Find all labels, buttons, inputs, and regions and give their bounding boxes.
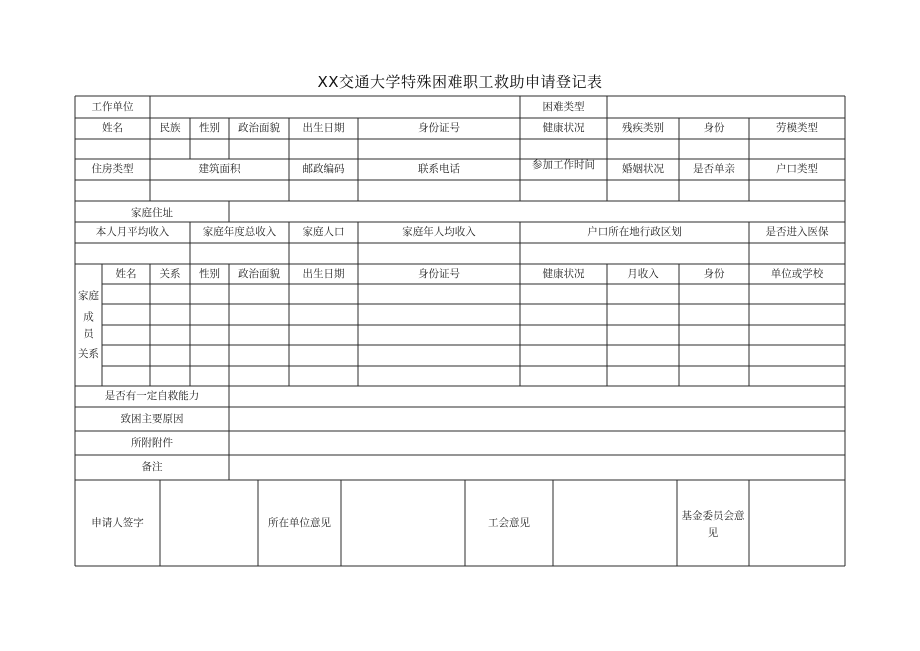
id-number-label: 身份证号: [418, 122, 460, 134]
per-capita-income-label: 家庭年人均收入: [402, 226, 476, 238]
form-title: XX交通大学特殊困难职工救助申请登记表: [317, 73, 603, 91]
floor-area-label: 建筑面积: [198, 163, 241, 175]
home-address-label: 家庭住址: [131, 207, 173, 219]
medical-insurance-label: 是否进入医保: [765, 226, 829, 238]
hukou-type-label: 户口类型: [776, 163, 818, 175]
family-header-political-status: 政治面貌: [238, 267, 280, 280]
committee-opinion-label-line2: 见: [707, 526, 719, 539]
work-unit-label: 工作单位: [91, 100, 134, 113]
family-header-unit-or-school: 单位或学校: [770, 267, 824, 280]
main-cause-label: 致困主要原因: [120, 412, 184, 425]
family-side-label-3: 员: [83, 327, 94, 340]
family-header-name: 姓名: [115, 267, 137, 280]
family-side-label-2: 成: [83, 310, 94, 323]
identity-label: 身份: [703, 122, 725, 134]
name-label: 姓名: [102, 122, 123, 134]
birth-date-label: 出生日期: [302, 122, 345, 134]
housing-type-label: 住房类型: [91, 163, 134, 175]
marital-status-label: 婚姻状况: [622, 163, 664, 175]
family-header-relation: 关系: [159, 267, 181, 280]
committee-opinion-label-line1: 基金委员会意: [681, 509, 745, 522]
family-header-monthly-income: 月收入: [627, 267, 659, 280]
family-header-health: 健康状况: [542, 267, 585, 280]
family-header-identity: 身份: [703, 267, 725, 280]
monthly-income-label: 本人月平均收入: [95, 226, 170, 238]
work-start-date-label: 参加工作时间: [532, 158, 595, 171]
family-size-label: 家庭人口: [302, 226, 345, 238]
family-header-birth-date: 出生日期: [302, 267, 345, 280]
family-header-gender: 性别: [199, 267, 220, 280]
self-rescue-label: 是否有一定自救能力: [104, 390, 200, 402]
single-parent-label: 是否单亲: [693, 163, 735, 175]
postal-code-label: 邮政编码: [302, 163, 345, 175]
model-worker-type-label: 劳模类型: [776, 122, 818, 134]
hukou-region-label: 户口所在地行政区划: [587, 226, 682, 238]
difficulty-type-label: 困难类型: [542, 100, 585, 113]
family-side-label-4: 关系: [78, 347, 99, 360]
gender-label: 性别: [199, 122, 220, 134]
health-label: 健康状况: [542, 122, 585, 134]
remarks-label: 备注: [141, 461, 163, 473]
ethnicity-label: 民族: [159, 122, 181, 134]
political-status-label: 政治面貌: [238, 122, 280, 134]
family-annual-income-label: 家庭年度总收入: [202, 226, 277, 238]
family-side-label-1: 家庭: [78, 289, 99, 302]
unit-opinion-label: 所在单位意见: [268, 516, 331, 529]
family-header-id-number: 身份证号: [418, 267, 460, 280]
union-opinion-label: 工会意见: [488, 516, 530, 529]
disability-type-label: 残疾类别: [622, 122, 664, 134]
phone-label: 联系电话: [418, 163, 460, 175]
applicant-signature-label: 申请人签字: [91, 516, 144, 529]
attachments-label: 所附附件: [131, 436, 173, 449]
